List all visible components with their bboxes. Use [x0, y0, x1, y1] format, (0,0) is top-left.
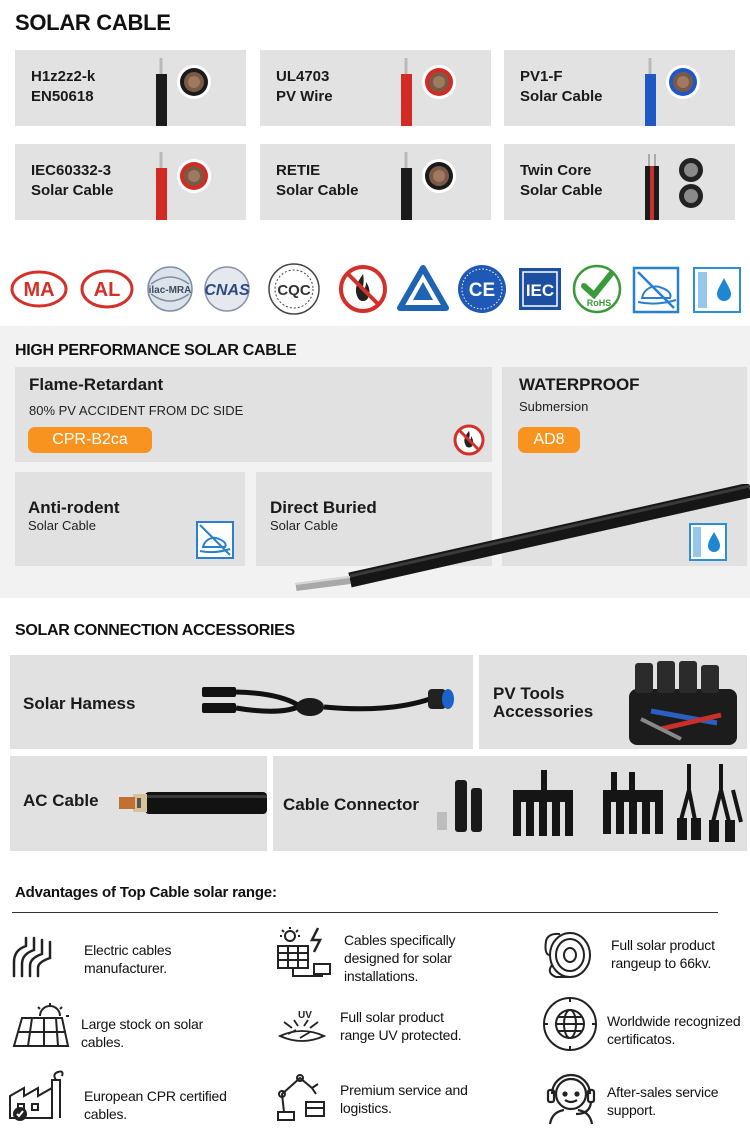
cable-card-label: H1z2z2-k EN50618: [31, 68, 96, 105]
cable-card: [260, 50, 491, 126]
no-fire-icon: [452, 423, 486, 457]
pv-tools-card: [479, 655, 747, 749]
advantage-text: After-sales service support.: [607, 1084, 719, 1118]
cable-card-label: RETIE Solar Cable: [276, 162, 359, 199]
cable-card-label: PV1-F Solar Cable: [520, 68, 603, 105]
advantage-text: Worldwide recognized certificatos.: [607, 1013, 741, 1047]
buried-title: Direct Buried: [270, 498, 377, 517]
anti-rodent-card: [15, 472, 245, 566]
advantage-text: Large stock on solar cables.: [81, 1016, 204, 1050]
svg-text:CNAS: CNAS: [204, 282, 250, 299]
iec-icon: [516, 262, 570, 316]
ilac-mra-icon: [143, 262, 197, 316]
cable-reel-icon: [540, 929, 594, 981]
cqc-icon: [264, 262, 324, 316]
cable-image: [152, 56, 220, 126]
rodent-title: Anti-rodent: [28, 498, 120, 517]
waterproof-icon: [690, 262, 744, 316]
rodent-subtitle: Solar Cable: [28, 518, 96, 533]
cables-icon: [10, 932, 58, 980]
flame-rating-pill: CPR-B2ca: [28, 427, 152, 453]
cable-card-label: IEC60332-3 Solar Cable: [31, 162, 114, 199]
svg-text:CE: CE: [468, 280, 496, 301]
cable-connector-label: Cable Connector: [283, 795, 420, 814]
cable-connector-image: [433, 760, 745, 848]
cable-card: [260, 144, 491, 220]
svg-text:RoHS: RoHS: [586, 298, 612, 308]
cable-card: [504, 50, 735, 126]
cable-connector-card: [273, 756, 747, 851]
ce-icon: [455, 262, 509, 316]
sun-panel-icon: [10, 1002, 72, 1052]
flame-retardant-card: [15, 367, 492, 462]
anti-rodent-icon: [630, 262, 684, 316]
certification-row: [10, 262, 745, 318]
section-title-accessories: SOLAR CONNECTION ACCESSORIES: [15, 622, 295, 639]
cable-image: [397, 56, 465, 126]
no-fire-icon: [336, 262, 390, 316]
cable-image: [397, 150, 465, 220]
svg-text:IEC: IEC: [525, 281, 555, 300]
cal-icon: [80, 262, 134, 316]
cable-card-label: UL4703 PV Wire: [276, 68, 333, 105]
factory-icon: [6, 1070, 68, 1122]
pv-tools-label: PV Tools Accessories: [493, 684, 594, 721]
advantage-text: Full solar product rangeup to 66kv.: [611, 937, 715, 971]
cable-card: [15, 144, 246, 220]
cable-card: [15, 50, 246, 126]
svg-text:ilac-MRA: ilac-MRA: [148, 285, 192, 296]
buried-subtitle: Solar Cable: [270, 518, 338, 533]
cable-card-label: Twin Core Solar Cable: [520, 162, 603, 199]
cma-icon: [10, 262, 64, 316]
cable-image: [641, 56, 709, 126]
section-title-performance: HIGH PERFORMANCE SOLAR CABLE: [15, 342, 297, 359]
twin-core-cable-image: [641, 150, 709, 220]
section-title-solar-cable: SOLAR CABLE: [15, 10, 171, 35]
solar-harness-image: [198, 675, 458, 735]
waterproof-rating-pill: AD8: [518, 427, 580, 453]
uv-icon: [274, 1006, 330, 1046]
divider: [12, 912, 718, 913]
cnas-icon: [197, 262, 257, 316]
svg-text:AL: AL: [93, 279, 121, 301]
advantage-text: Full solar product range UV protected.: [340, 1009, 462, 1043]
tuv-triangle-icon: [396, 262, 450, 316]
cable-image: [152, 150, 220, 220]
flame-title: Flame-Retardant: [29, 375, 164, 394]
anti-rodent-icon: [195, 520, 235, 560]
svg-text:CQC: CQC: [277, 282, 311, 299]
headset-icon: [540, 1064, 602, 1126]
advantage-text: Cables specifically designed for solar installations.: [344, 932, 456, 984]
svg-text:MA: MA: [23, 279, 55, 301]
advantage-text: European CPR certified cables.: [84, 1088, 227, 1122]
robot-arm-icon: [272, 1068, 328, 1124]
solar-panel-icon: [274, 926, 334, 982]
ac-cable-card: [10, 756, 267, 851]
ac-cable-label: AC Cable: [23, 791, 99, 810]
ac-cable-image: [115, 786, 267, 820]
section-title-advantages: Advantages of Top Cable solar range:: [15, 884, 277, 901]
waterproof-subtitle: Submersion: [519, 399, 589, 414]
solar-harness-card: [10, 655, 473, 749]
pv-tools-image: [621, 659, 745, 747]
globe-icon: [540, 996, 602, 1052]
cable-card: [504, 144, 735, 220]
waterproof-title: WATERPROOF: [519, 375, 640, 394]
harness-label: Solar Hamess: [23, 694, 136, 713]
rohs-icon: [570, 262, 624, 316]
advantage-text: Premium service and logistics.: [340, 1082, 468, 1116]
black-cable-image: [290, 484, 750, 594]
flame-subtitle: 80% PV ACCIDENT FROM DC SIDE: [29, 403, 244, 418]
svg-text:UV: UV: [298, 1010, 312, 1021]
advantage-text: Electric cables manufacturer.: [84, 942, 172, 976]
